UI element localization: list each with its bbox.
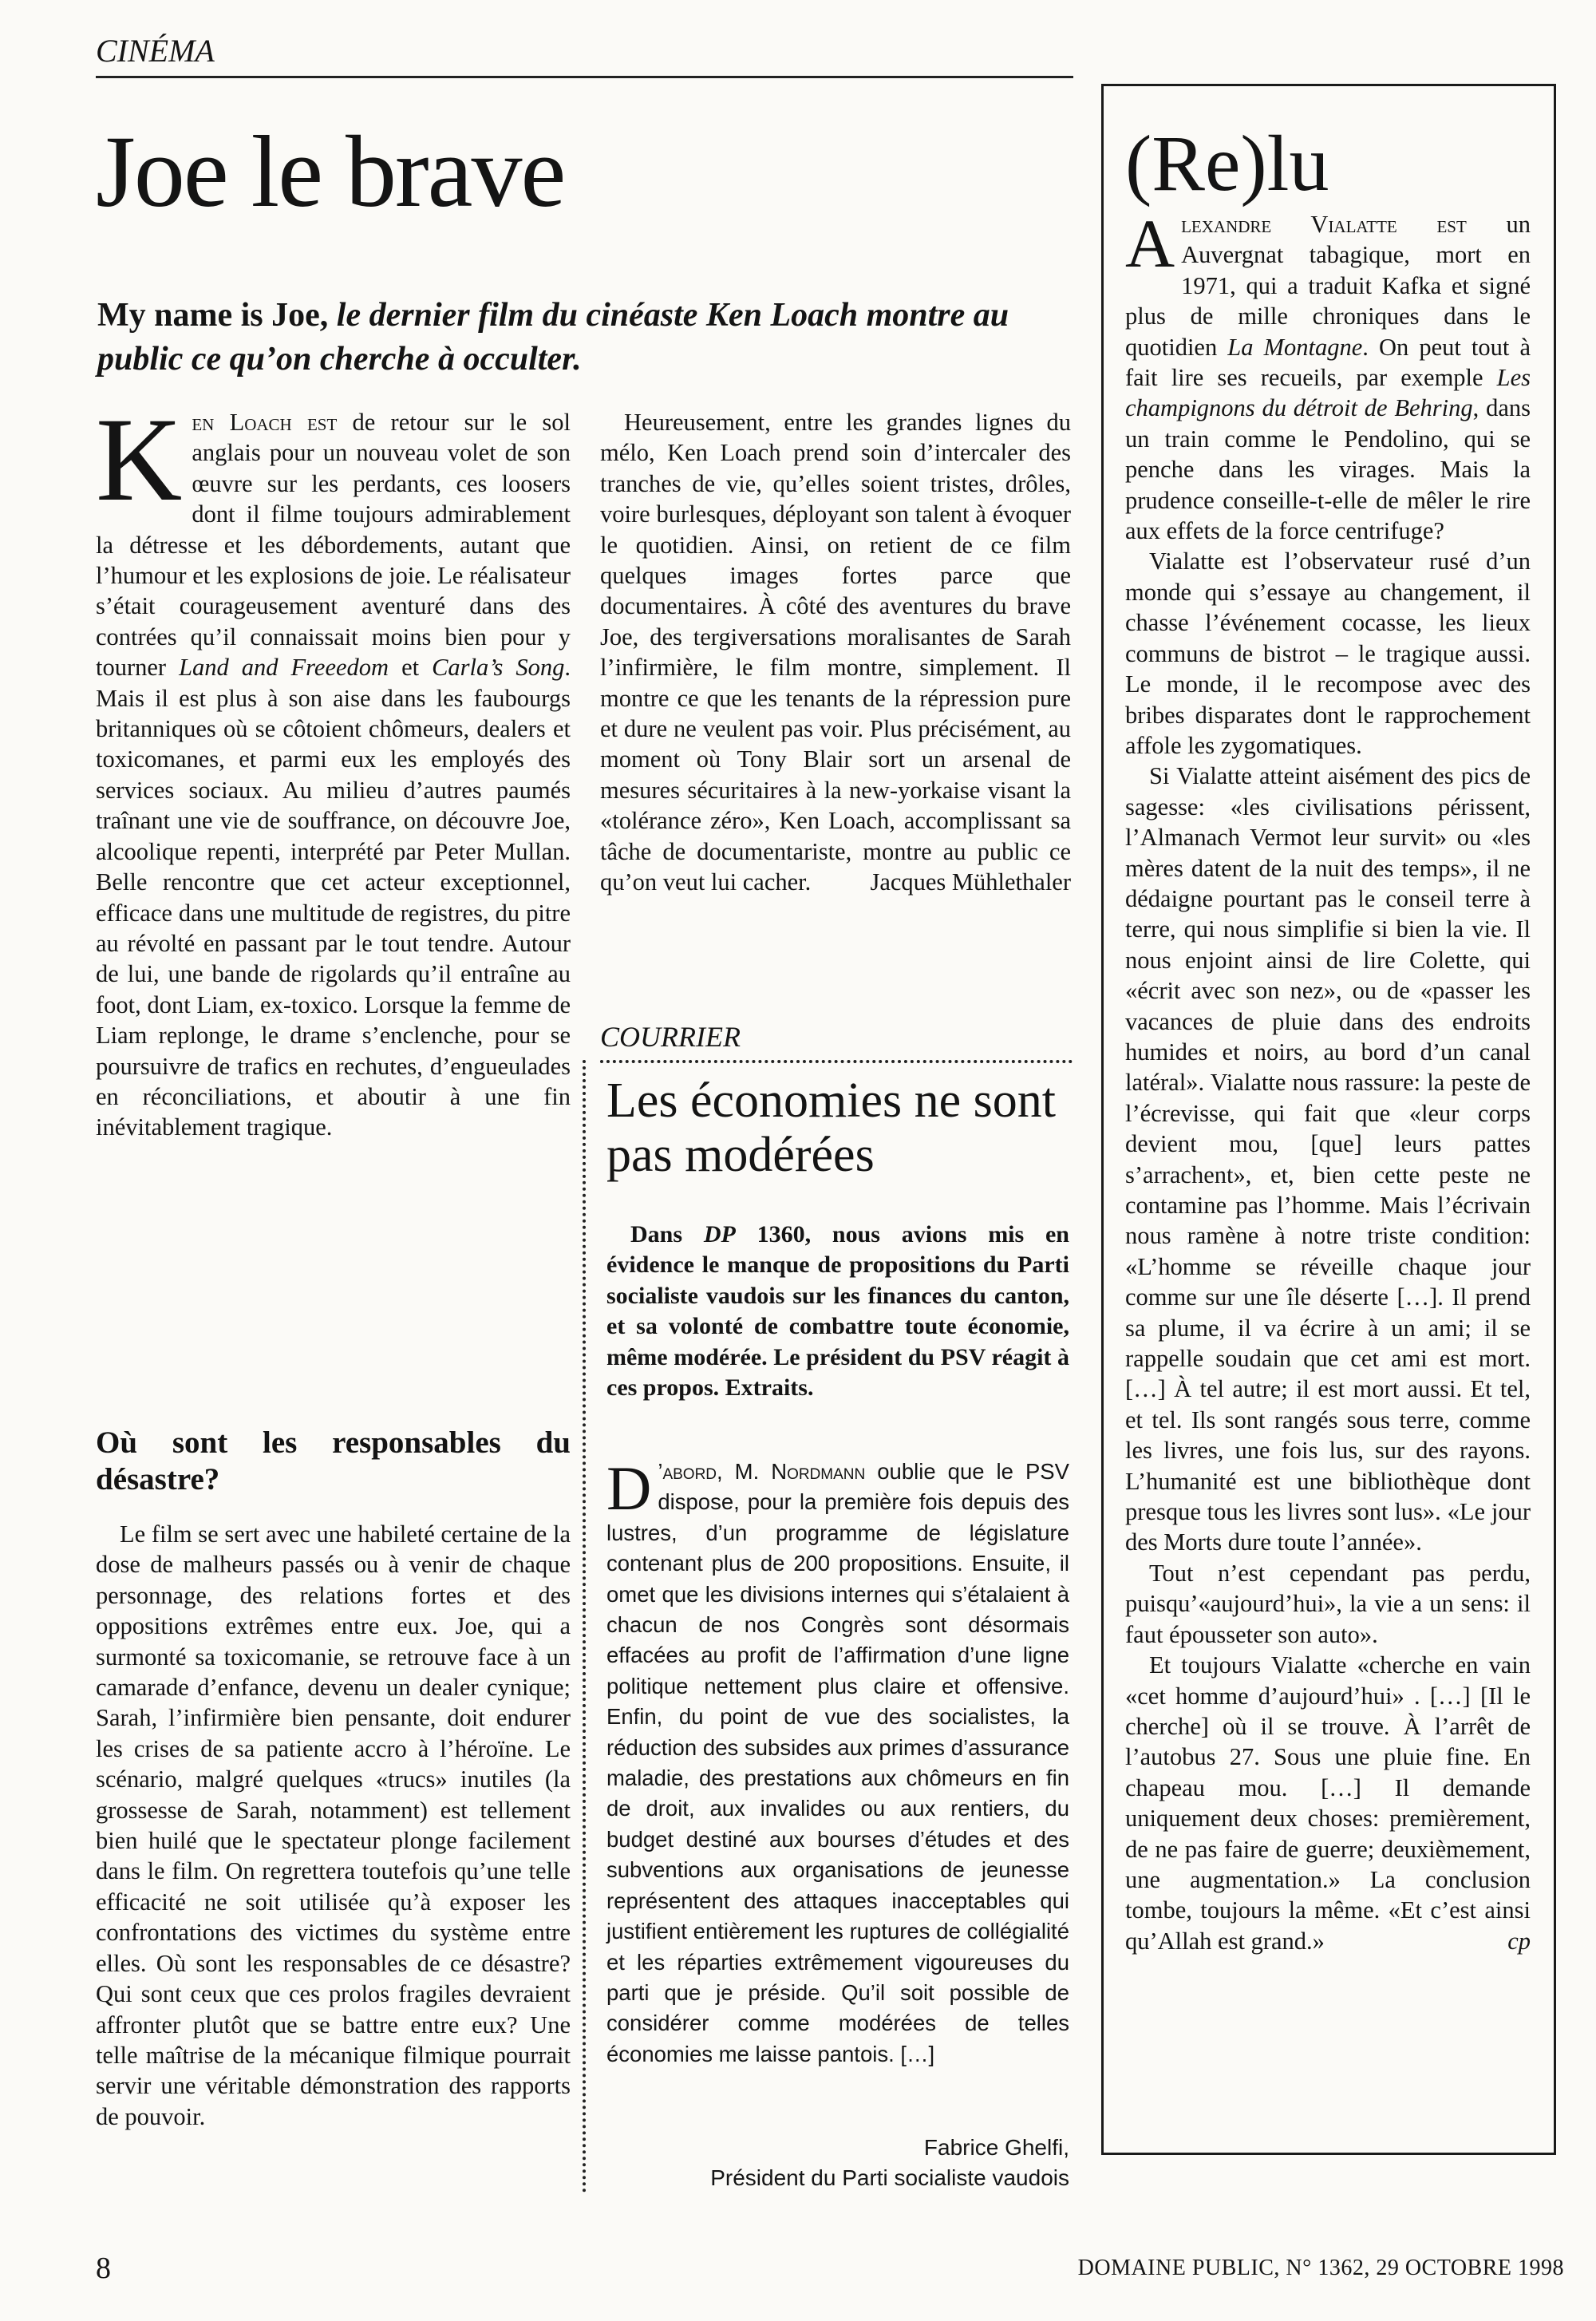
- article-paragraph-1: Ken Loach est de retour sur le sol anglais pour un nouveau volet de son œuvre sur les perdants, ces loosers dont il filme toujours admirablement la détresse et les débordements, autant que l’humour et les explosions de joie. Le réalisateur s’était courageusement aventuré dans des contrées qu’il connaissait moins bien pour y tourner Land and Freeedom et Carla’s Song. Mais il est plus à son aise dans les faubourgs britanniques où se côtoient chômeurs, dealers et toxicomanes, et parmi eux les employés des services sociaux. Au milieu d’autres paumés traînant une vie de souffrance, on découvre Joe, alcoolique repenti, interprété par Peter Mullan. Belle rencontre que cet acteur exceptionnel, efficace dans une multitude de registres, du pitre au révolté en passant par le tout tendre. Autour de lui, une bande de rigolards qu’il entraîne au foot, dont Liam, ex-toxico. Lorsque la femme de Liam replonge, le drame s’enclenche, pour se poursuivre de trafics en rechutes, d’engueulades en réconciliations, et aboutir à une fin inévitablement tragique.: [96, 393, 571, 1141]
- courrier-dotted-rule: [600, 1060, 1073, 1063]
- article-dropcap: K: [96, 393, 183, 526]
- article-paragraph-2: Le film se sert avec une habileté certaine de la dose de malheurs passés ou à venir de chaque personnage, des relations fortes et des oppositions extrêmes entre eux. Joe, qui a surmonté sa toxicomanie, se retrouve face à un camarade d’enfance, devenu un dealer cynique; Sarah, l’infirmière bien pensante, doit endurer les crises de sa patiente accro à l’héroïne. Le scénario, malgré quelques «trucs» inutiles (la grossesse de Sarah, notamment) est tellement bien huilé que le spectateur plonge facilement dans le film. On regrettera toutefois qu’une telle efficacité ne soit utilisée qu’à exposer les confrontations des victimes du système entre elles. Où sont les responsables de ce désastre? Qui sont ceux que ces prolos fragiles devraient affronter plutôt que se battre entre eux? Une telle maîtrise de la mécanique filmique pourrait servir une véritable démonstration des rapports de pouvoir.: [96, 1520, 571, 2130]
- relu-newspaper-title: La Montagne: [1227, 333, 1363, 361]
- chapeau-film-title: My name is Joe,: [97, 297, 329, 334]
- film-title-land-and-freedom: Land and Freeedom: [179, 654, 389, 682]
- relu-column: [1125, 205, 1531, 1956]
- courrier-signature: [606, 2133, 1069, 2193]
- header-rule: [96, 76, 1073, 78]
- courrier-sign-role: Président du Parti socialiste vaudois: [710, 2165, 1069, 2190]
- courrier-intro: Dans DP 1360, nous avions mis en évidence le manque de propositions du Parti socialiste vaudois sur les finances du canton, et sa volonté de combattre toute économie, même modérée. Le président du PSV réagit à ces propos. Extraits.: [606, 1221, 1069, 1402]
- article-paragraph-3: Heureusement, entre les grandes lignes du mélo, Ken Loach prend soin d’intercaler des tranches de vie, qu’elles soient tristes, drôles, voire burlesques, déployant son talent à évoquer le quotidien. Ainsi, on retient de ce film quelques images fortes parce que documentaires. À côté des aventures du brave Joe, des tergiversations moralisantes de Sarah l’infirmière, le film montre, simplement. Il montre ce que les tenants de la répression pure et dure ne veulent pas voir. Plus précisément, au moment où Tony Blair sort un arsenal de mesures sécuritaires à la new-yorkaise visant la «tolérance zéro», Ken Loach, accomplissant sa tâche de documentariste, montre au public ce qu’on veut lui cacher. Jacques Mühlethaler: [600, 407, 1071, 898]
- courrier-title: Les économies ne sont pas modérées: [606, 1074, 1057, 1182]
- section-label: CINÉMA: [96, 33, 215, 69]
- relu-paragraph-5: Et toujours Vialatte «cherche en vain «cet homme d’aujourd’hui» . […] [Il le cherche] où il se trouve. À l’arrêt de l’autobus 27. Sous une pluie fine. En chapeau mou. […] Il demande uniquement deux choses: premièrement, de ne pas faire de guerre; deuxièmement, une augmentation.» La conclusion tombe, toujours la même. «Et c’est ainsi qu’Allah est grand.» cp: [1125, 1650, 1531, 1956]
- courrier-dp-ref: DP: [703, 1221, 736, 1247]
- courrier-label: COURRIER: [600, 1021, 741, 1053]
- relu-paragraph-4: Tout n’est cependant pas perdu, puisqu’«aujourd’hui», la vie a un sens: il faut épousseter son auto».: [1125, 1559, 1531, 1648]
- article-author: Jacques Mühlethaler: [870, 868, 1071, 896]
- relu-signature: cp: [1507, 1927, 1531, 1955]
- courrier-body: D ’abord, M. Nordmann oublie que le PSV dispose, pour la première fois depuis des lustres, d’un programme de législature contenant plus de 200 propositions. Ensuite, il omet que les divisions internes qui s’étalaient à chacun de nos Congrès sont désormais effacées au profit de l’affirmation d’une ligne politique nettement plus claire et offensive. Enfin, du point de vue des socialistes, la réduction des subsides aux primes d’assurance maladie, des prestations aux chômeurs en fin de droit, aux invalides ou aux rentiers, du budget destiné aux bourses d’études et des subventions aux organisations de jeunesse représentent des attaques inacceptables qui justifient entièrement les ruptures de collégialité et les réparties extrêmement vigoureuses du parti que je préside. Qu’il soit possible de considérer comme modérées de telles économies me laisse pantois. […]: [606, 1453, 1069, 2066]
- relu-paragraph-3: Si Vialatte atteint aisément des pics de sagesse: «les civilisations périssent, l’Almanach Vermot leur survit» ou «les mères datent de la nuit des temps», il ne dédaigne pourtant pas le conseil terre à terre, qui nous simplifie si bien la vie. Il nous enjoint ainsi de lire Colette, qui «écrit avec son nez», ou de «passer les vacances de pluie dans des endroits humides et noirs, au bord d’un canal latéral». Vialatte nous rassure: la peste de l’écrevisse, qui fait que «leur corps devient mou, [que] leurs pattes s’arrachent», et, bien cette peste ne contamine pas l’homme. Mais l’écrivain nous ramène à notre triste condition: «L’homme se réveille chaque jour comme sur une île déserte […]. Il prend sa plume, il va écrire à un ami; il se rappelle soudain que cet ami est mort. […] À tel autre; il est mort aussi. Et tel, et tel. Ils sont rangés sous terre, comme les livres, une fois lus, sur des rayons. L’humanité est une bibliothèque dont presque tous les livres sont lus». «Le jour des Morts dure toute l’année».: [1125, 762, 1531, 1556]
- courrier-sign-name: Fabrice Ghelfi,: [923, 2135, 1069, 2160]
- lead-smallcaps: en Loach est: [192, 409, 338, 436]
- page-number: 8: [96, 2252, 111, 2285]
- relu-paragraph-2: Vialatte est l’observateur rusé d’un monde qui s’essaye au changement, il chasse l’événement cocasse, les lieux communs de bistrot – le tragique aussi. Le monde, il le recompose avec des bribes disparates dont le rapprochement affole les zygomatiques.: [1125, 548, 1531, 759]
- relu-title: (Re)lu: [1125, 119, 1329, 208]
- article-chapeau: [97, 294, 1055, 382]
- relu-book-title: Les champignons du détroit de Behring: [1125, 364, 1531, 422]
- relu-lead-smallcaps: lexandre Vialatte est: [1181, 211, 1467, 238]
- article-column-1: [96, 393, 571, 1143]
- courrier-dropcap: D: [606, 1453, 652, 1523]
- film-title-carlas-song: Carla’s Song: [432, 654, 565, 682]
- chapeau-text: le dernier film du cinéaste Ken Loach montre au public ce qu’on cherche à occulter.: [97, 297, 1009, 378]
- courrier-lead-smallcaps: ’abord, M. Nordmann: [658, 1459, 866, 1484]
- column-dotted-separator: [583, 1060, 586, 2193]
- article-column-2: [600, 407, 1071, 898]
- article-subhead: Où sont les responsables du désastre?: [96, 1425, 571, 1497]
- article-column-1-lower: [96, 1425, 571, 2132]
- publication-footer: DOMAINE PUBLIC, N° 1362, 29 OCTOBRE 1998: [1077, 2256, 1564, 2280]
- article-title: Joe le brave: [96, 115, 565, 228]
- relu-paragraph-1: Alexandre Vialatte est un Auvergnat tabagique, mort en 1971, qui a traduit Kafka et signé plus de mille chroniques dans le quotidien La Montagne. On peut tout à fait lire ses recueils, par exemple Les champignons du détroit de Behring, dans un train comme le Pendolino, qui se penche dans les virages. Mais la prudence conseille-t-elle de mêler le rire aux effets de la force centrifuge?: [1125, 205, 1531, 545]
- relu-dropcap: A: [1125, 205, 1175, 282]
